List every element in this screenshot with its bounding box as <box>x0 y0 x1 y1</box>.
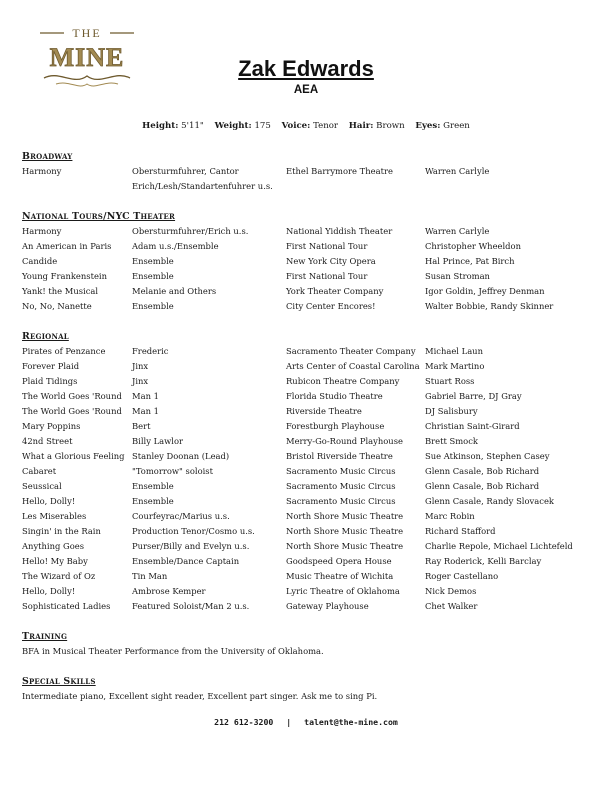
contact-separator: | <box>286 717 292 727</box>
credit-row: Erich/Lesh/Standartenfuhrer u.s. <box>132 181 273 191</box>
section-title-national-tours: National Tours/NYC Theater <box>22 211 176 222</box>
credit-row: The World Goes 'Round Man 1 Florida Studio Theatre Gabriel Barre, DJ Gray <box>22 391 522 401</box>
credit-row: Hello, Dolly! Ambrose Kemper Lyric Theatre of Oklahoma Nick Demos <box>22 586 477 596</box>
union-affiliation: AEA <box>293 84 319 96</box>
stat-height: Height: 5'11" <box>142 121 204 131</box>
stat-eyes: Eyes: Green <box>415 121 470 131</box>
stat-voice: Voice: Tenor <box>281 121 339 131</box>
credit-row: Hello, Dolly! Ensemble Sacramento Music Circus Glenn Casale, Randy Slovacek <box>22 496 554 506</box>
regional-section <box>22 329 592 614</box>
credit-row: Candide Ensemble New York City Opera Hal Prince, Pat Birch <box>22 256 515 266</box>
stat-hair: Hair: Brown <box>348 121 405 131</box>
stat-weight: Weight: 175 <box>214 121 271 131</box>
credit-row: Pirates of Penzance Frederic Sacramento Theater Company Michael Laun <box>22 346 483 356</box>
contact-phone: 212 612-3200 <box>214 717 274 727</box>
national-tours-section <box>22 209 592 314</box>
section-title-regional: Regional <box>22 331 69 342</box>
skills-text: Intermediate piano, Excellent sight reader, Excellent part singer. Ask me to sing Pi. <box>22 691 378 701</box>
credit-row: The Wizard of Oz Tin Man Music Theatre of Wichita Roger Castellano <box>22 571 499 581</box>
section-title-broadway: Broadway <box>22 151 73 162</box>
physical-stats <box>0 121 612 131</box>
special-skills-section <box>22 674 592 704</box>
credit-row: Harmony Obersturmfuhrer/Erich u.s. National Yiddish Theater Warren Carlyle <box>22 226 490 236</box>
credit-row: Les Miserables Courfeyrac/Marius u.s. North Shore Music Theatre Marc Robin <box>22 511 475 521</box>
section-title-training: Training <box>22 631 68 642</box>
section-title-special-skills: Special Skills <box>22 676 96 687</box>
logo-main-text: MINE <box>49 43 125 72</box>
contact-line <box>0 717 612 727</box>
credit-row: Plaid Tidings Jinx Rubicon Theatre Company Stuart Ross <box>22 376 475 386</box>
credit-row: The World Goes 'Round Man 1 Riverside Theatre DJ Salisbury <box>22 406 478 416</box>
credit-row: No, No, Nanette Ensemble City Center Encores! Walter Bobbie, Randy Skinner <box>22 301 554 311</box>
credit-row: Sophisticated Ladies Featured Soloist/Man 2 u.s. Gateway Playhouse Chet Walker <box>22 601 478 611</box>
credit-row: Harmony Obersturmfuhrer, Cantor Ethel Barrymore Theatre Warren Carlyle <box>22 166 490 176</box>
credit-row: Singin' in the Rain Production Tenor/Cosmo u.s. North Shore Music Theatre Richard Stafford <box>22 526 496 536</box>
training-section <box>22 629 592 659</box>
contact-email: talent@the-mine.com <box>304 717 398 727</box>
credit-row: Yank! the Musical Melanie and Others York Theater Company Igor Goldin, Jeffrey Denman <box>22 286 545 296</box>
credit-row: Anything Goes Purser/Billy and Evelyn u.s. North Shore Music Theatre Charlie Repole, Michael Lichtefeld <box>22 541 573 551</box>
credit-row: Seussical Ensemble Sacramento Music Circus Glenn Casale, Bob Richard <box>22 481 540 491</box>
credit-row: 42nd Street Billy Lawlor Merry-Go-Round Playhouse Brett Smock <box>22 436 478 446</box>
credit-row: Hello! My Baby Ensemble/Dance Captain Goodspeed Opera House Ray Roderick, Kelli Barclay <box>22 556 542 566</box>
broadway-section <box>22 149 592 194</box>
credit-row: Forever Plaid Jinx Arts Center of Coastal Carolina Mark Martino <box>22 361 485 371</box>
logo-top-text: THE <box>72 26 102 40</box>
training-text: BFA in Musical Theater Performance from the University of Oklahoma. <box>22 646 324 656</box>
credit-row: Mary Poppins Bert Forestburgh Playhouse Christian Saint-Girard <box>22 421 520 431</box>
credit-row: An American in Paris Adam u.s./Ensemble First National Tour Christopher Wheeldon <box>22 241 521 251</box>
credit-row: Cabaret "Tomorrow" soloist Sacramento Music Circus Glenn Casale, Bob Richard <box>22 466 540 476</box>
credit-row: What a Glorious Feeling Stanley Doonan (Lead) Bristol Riverside Theatre Sue Atkinson, Stephen Casey <box>22 451 550 461</box>
credit-row: Young Frankenstein Ensemble First National Tour Susan Stroman <box>22 271 490 281</box>
actor-name: Zak Edwards <box>238 56 374 81</box>
